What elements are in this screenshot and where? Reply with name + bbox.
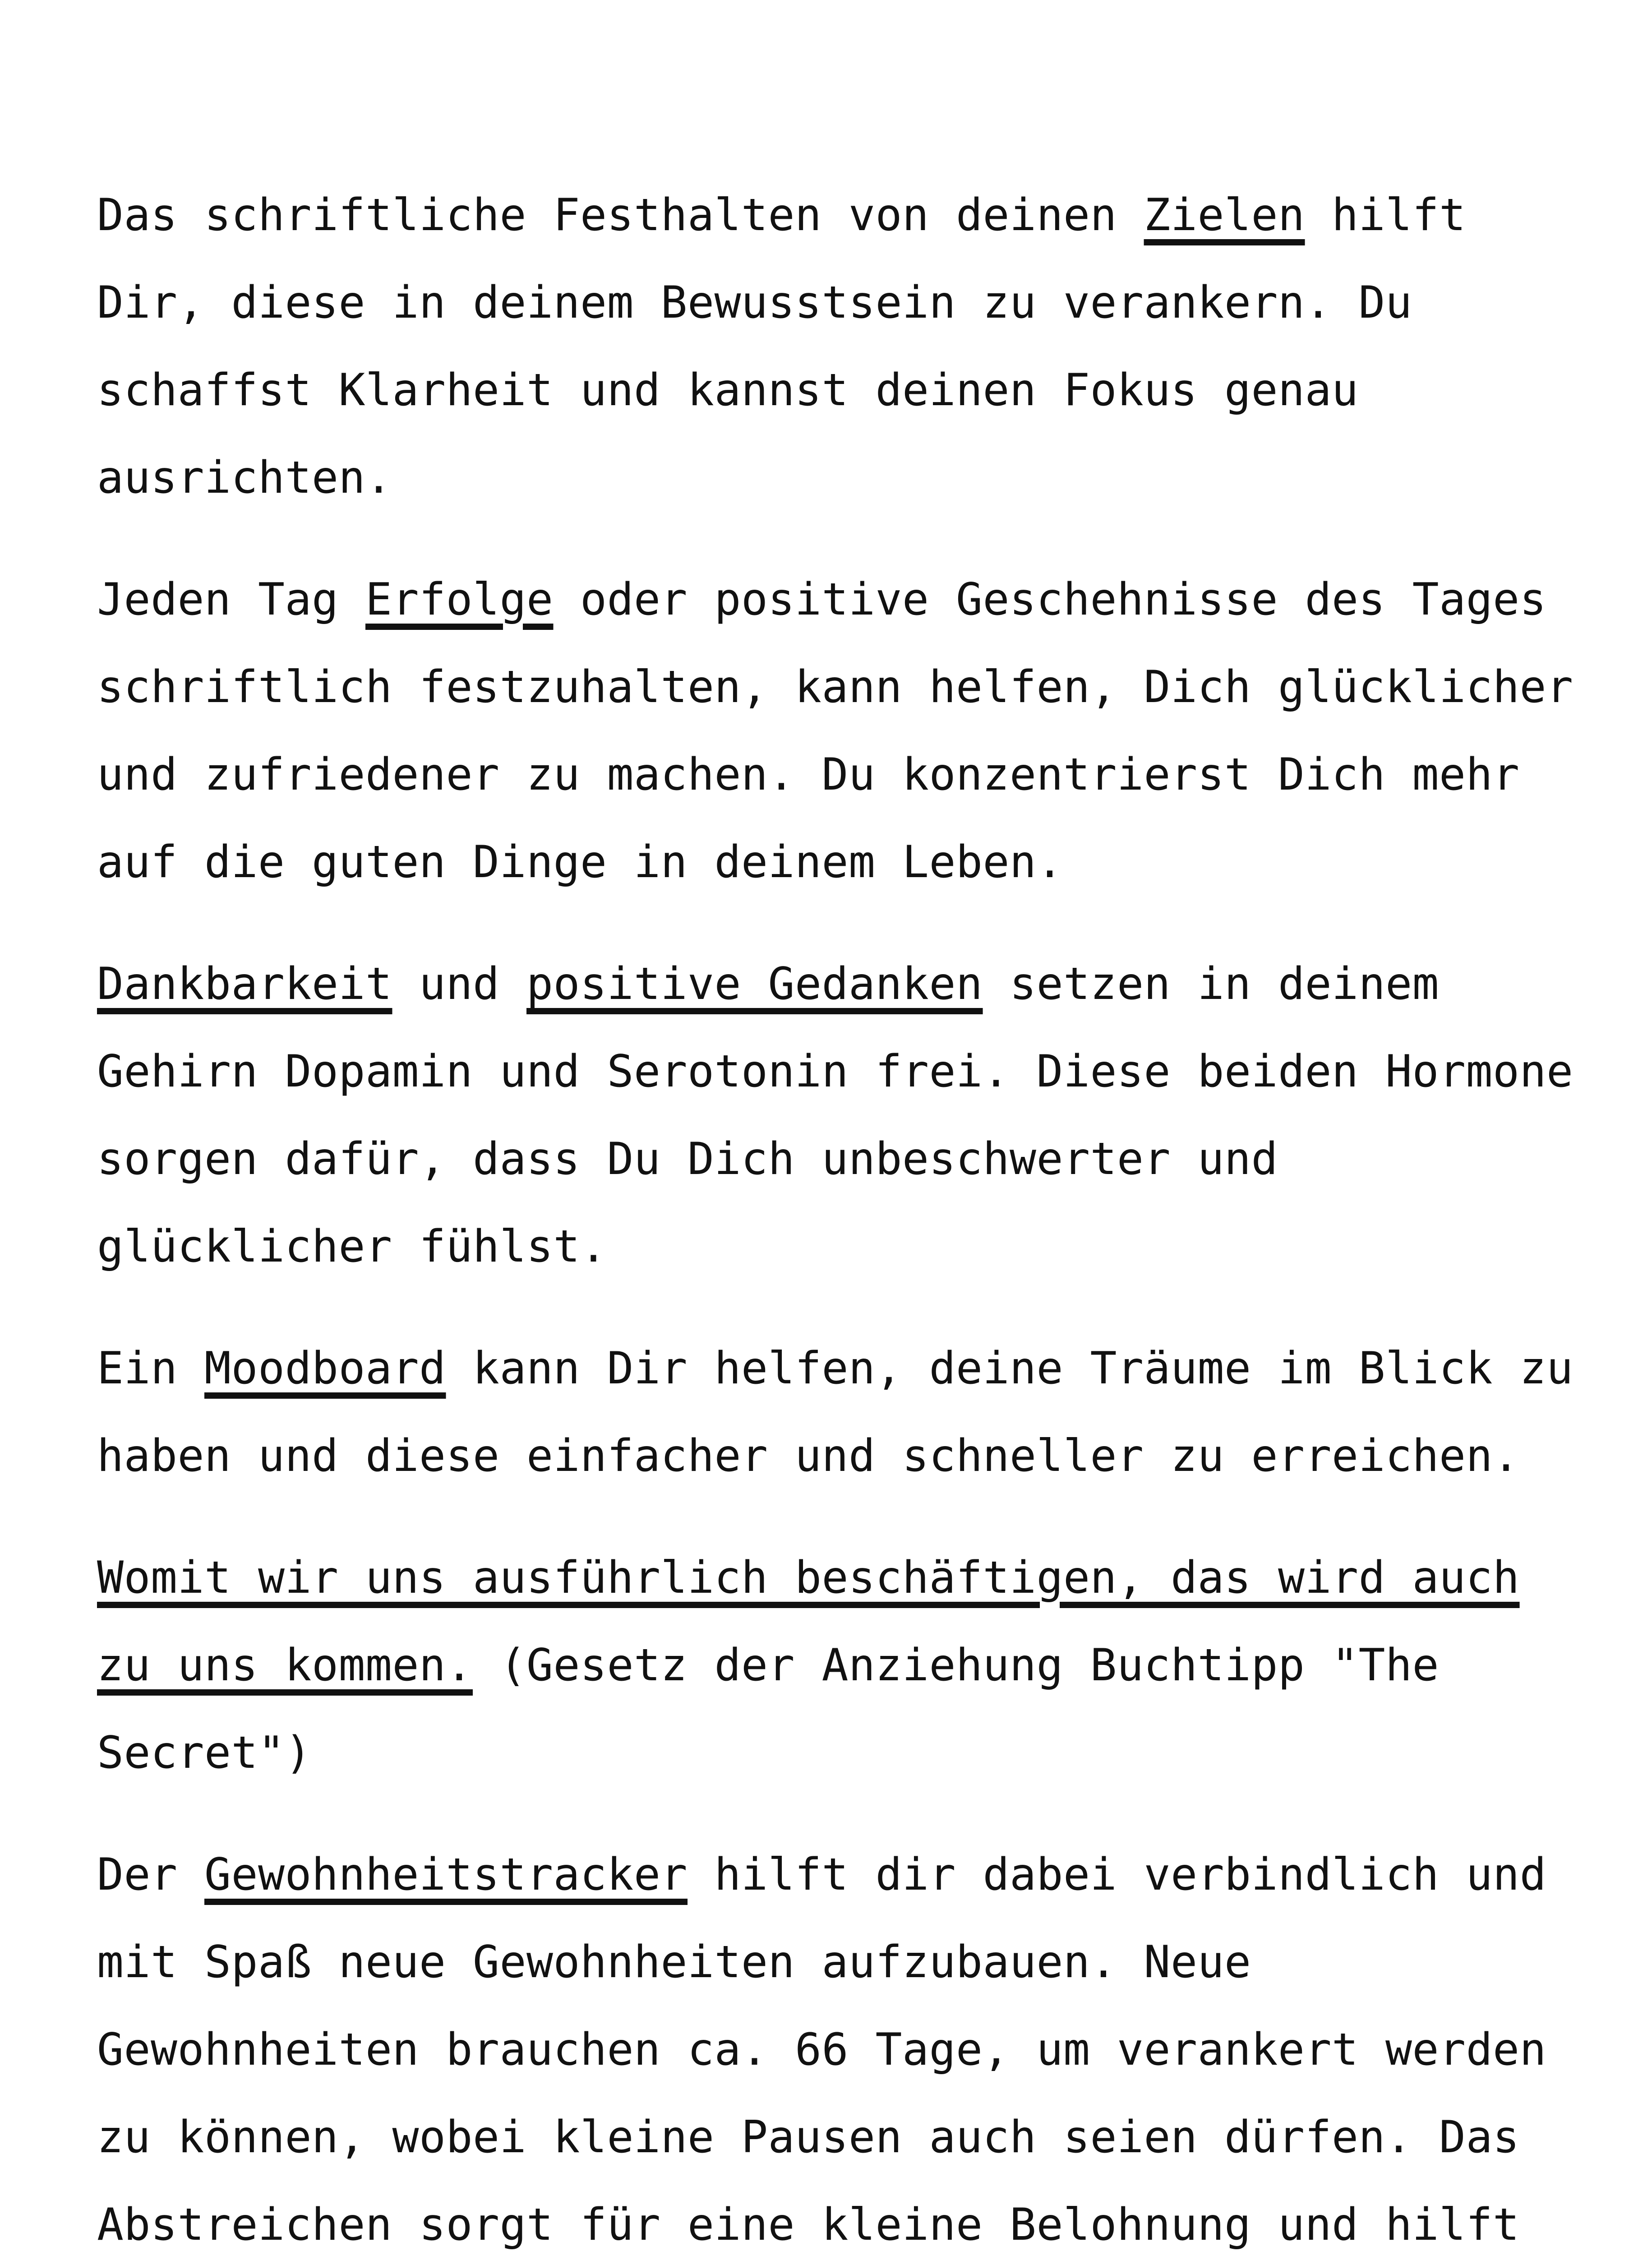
paragraph-text: und xyxy=(392,958,527,1010)
keyword-zielen: Zielen xyxy=(1144,190,1305,241)
keyword-positive-gedanken: positive Gedanken xyxy=(526,958,983,1010)
paragraph-text: Das schriftliche Festhalten von deinen xyxy=(97,190,1144,241)
paragraph-text: hilft Dir, diese in deinem Bewusstsein zu verankern. Du schaffst Klarheit und kannst deinen Fokus genau ausrichten. xyxy=(97,190,1466,504)
paragraph-text: Der xyxy=(97,1849,205,1900)
paragraph-moodboard xyxy=(97,1325,1577,1500)
keyword-moodboard: Moodboard xyxy=(204,1343,446,1394)
document-page xyxy=(97,171,1577,2256)
paragraph-successes xyxy=(97,556,1577,906)
paragraph-gratitude xyxy=(97,940,1577,1290)
keyword-gewohnheitstracker: Gewohnheitstracker xyxy=(204,1849,688,1900)
paragraph-text: hilft dir dabei verbindlich und mit Spaß neue Gewohnheiten aufzubauen. Neue Gewohnheiten brauchen ca. 66 Tage, um verankert werden zu können, wobei kleine Pausen auch seien dürfen. Das Abstreichen sorgt für eine kleine Belohnung und hilft xyxy=(97,1849,1547,2251)
paragraph-text: (Gesetz der Anziehung Buchtipp "The Secret") xyxy=(97,1640,1440,1779)
paragraph-attraction xyxy=(97,1534,1577,1797)
paragraph-text: Jeden Tag xyxy=(97,574,366,625)
paragraph-text: kann Dir helfen, deine Träume im Blick zu haben und diese einfacher und schneller zu erreichen. xyxy=(97,1343,1574,1482)
paragraph-text: oder positive Geschehnisse des Tages schriftlich festzuhalten, kann helfen, Dich glücklicher und zufriedener zu machen. Du konzentrierst Dich mehr auf die guten Dinge in deinem Leben. xyxy=(97,574,1574,888)
paragraph-text: Ein xyxy=(97,1343,205,1394)
keyword-dankbarkeit: Dankbarkeit xyxy=(97,958,392,1010)
paragraph-text: setzen in deinem Gehirn Dopamin und Serotonin frei. Diese beiden Hormone sorgen dafür, dass Du Dich unbeschwerter und glücklicher fühlst. xyxy=(97,958,1574,1272)
quote-law-of-attraction: Womit wir uns ausführlich beschäftigen, das wird auch zu uns kommen. xyxy=(97,1552,1520,1691)
keyword-erfolge: Erfolge xyxy=(365,574,554,625)
paragraph-goals xyxy=(97,171,1577,522)
paragraph-habit-tracker xyxy=(97,1831,1577,2256)
